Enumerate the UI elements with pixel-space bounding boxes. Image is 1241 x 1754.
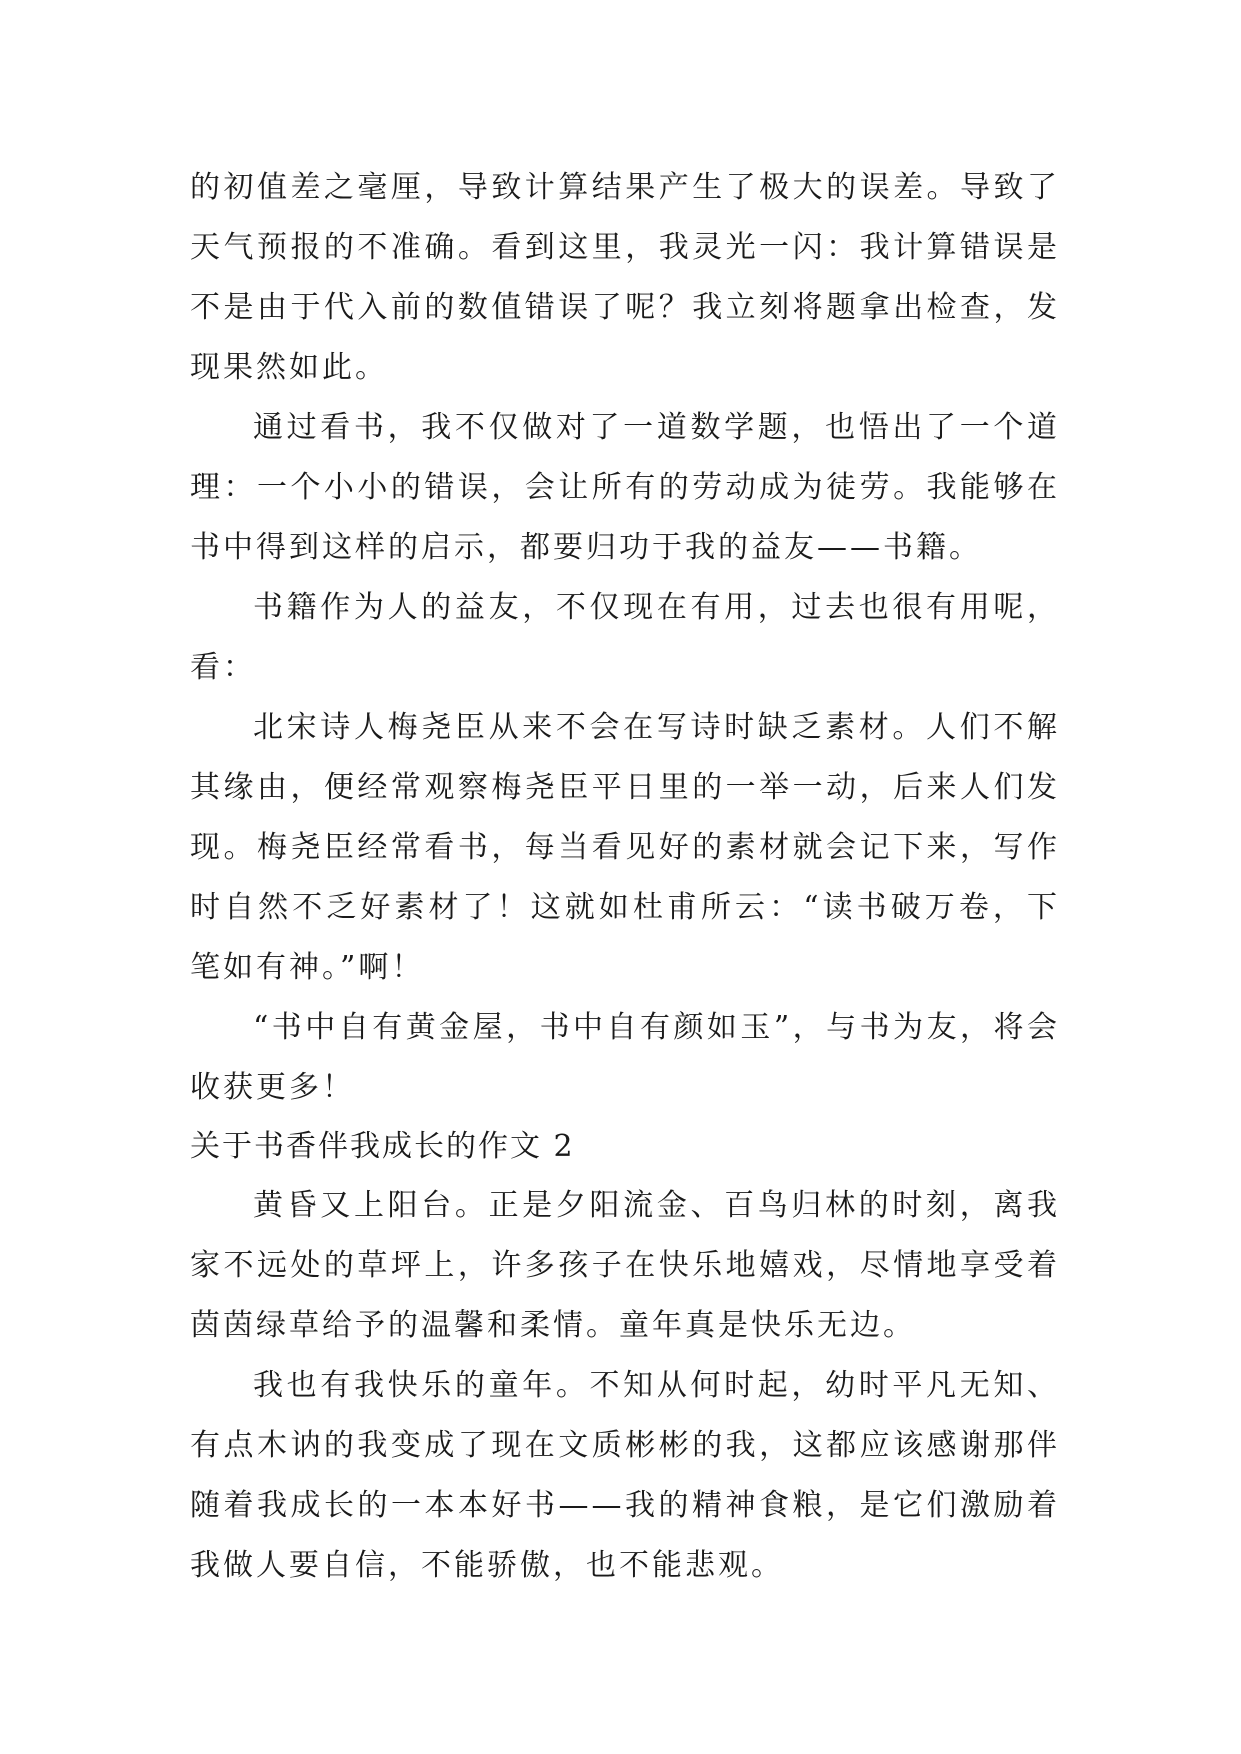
document-page [190, 158, 1060, 1596]
paragraph-happy-childhood: 我也有我快乐的童年。不知从何时起，幼时平凡无知、有点木讷的我变成了现在文质彬彬的我，这都应该感谢那伴随着我成长的一本本好书——我的精神食粮，是它们激励着我做人要自信，不能骄傲，也不能悲观。 [190, 1368, 1060, 1583]
paragraph-golden-house-quote: “书中自有黄金屋，书中自有颜如玉”，与书为友，将会收获更多！ [190, 1010, 1060, 1105]
paragraph-lesson-learned: 通过看书，我不仅做对了一道数学题，也悟出了一个道理：一个小小的错误，会让所有的劳动成为徒劳。我能够在书中得到这样的启示，都要归功于我的益友——书籍。 [190, 410, 1060, 565]
paragraph-dusk-balcony: 黄昏又上阳台。正是夕阳流金、百鸟归林的时刻，离我家不远处的草坪上，许多孩子在快乐地嬉戏，尽情地享受着茵茵绿草给予的温馨和柔情。童年真是快乐无边。 [190, 1188, 1060, 1343]
paragraph-calculation-error: 的初值差之毫厘，导致计算结果产生了极大的误差。导致了天气预报的不准确。看到这里，我灵光一闪：我计算错误是不是由于代入前的数值错误了呢？我立刻将题拿出检查，发现果然如此。 [190, 170, 1060, 385]
essay-2-title: 关于书香伴我成长的作文 2 [190, 1129, 575, 1164]
paragraph-mei-yaochen: 北宋诗人梅尧臣从来不会在写诗时缺乏素材。人们不解其缘由，便经常观察梅尧臣平日里的一举一动，后来人们发现。梅尧臣经常看书，每当看见好的素材就会记下来，写作时自然不乏好素材了！这就如杜甫所云：“读书破万卷，下笔如有神。”啊！ [190, 710, 1060, 985]
paragraph-books-past-present: 书籍作为人的益友，不仅现在有用，过去也很有用呢，看： [190, 590, 1060, 685]
